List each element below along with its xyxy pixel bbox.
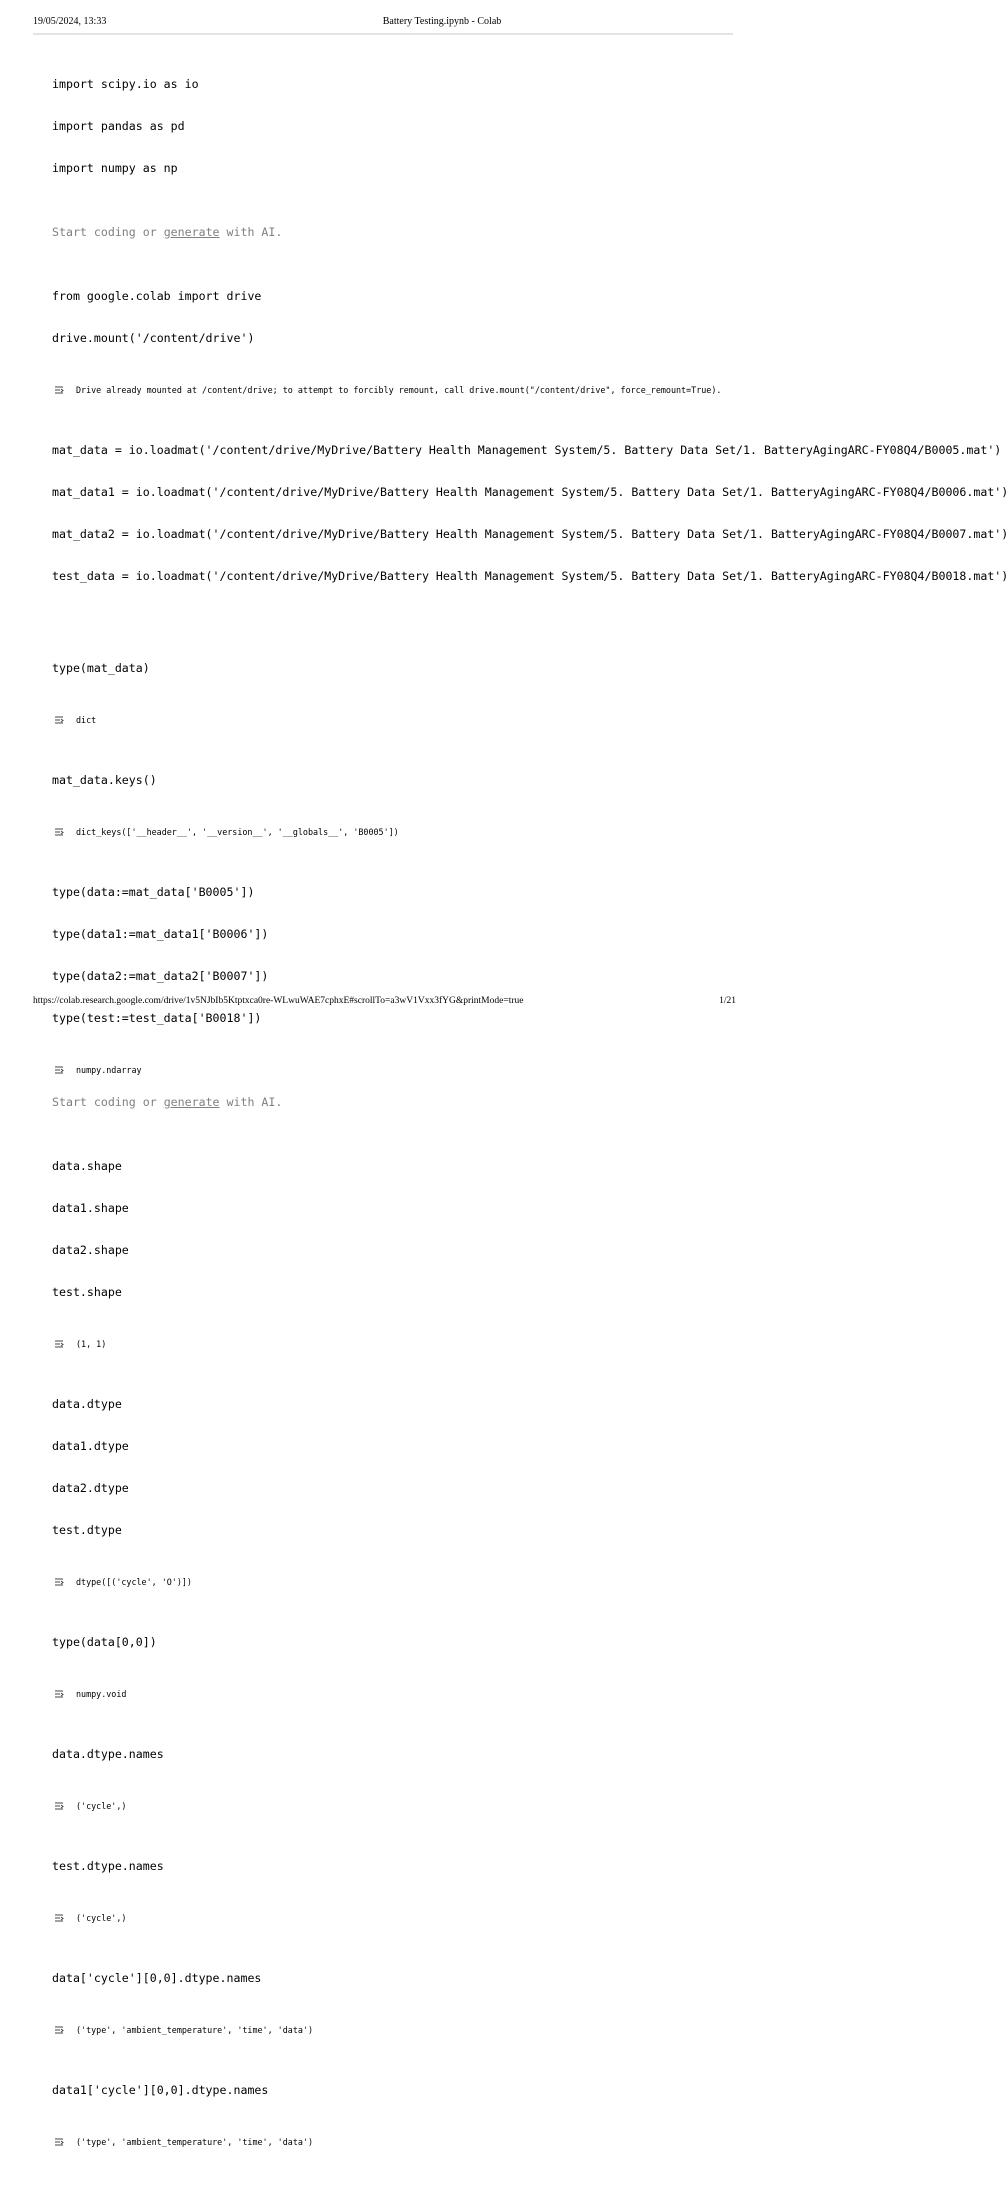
code-cell[interactable] [52, 1719, 732, 1789]
output-expand-icon[interactable] [52, 1576, 66, 1588]
cell-output [52, 1337, 732, 1351]
output-text: numpy.ndarray [76, 1065, 142, 1075]
code-line: data1.shape [52, 1201, 129, 1215]
hint-suffix: with AI. [219, 1095, 283, 1109]
code-line: data1.dtype [52, 1439, 129, 1453]
hint-prefix: Start coding or [52, 1095, 164, 1109]
code-line: import pandas as pd [52, 119, 185, 133]
output-expand-icon[interactable] [52, 2024, 66, 2036]
code-line: type(data1:=mat_data1['B0006']) [52, 927, 269, 941]
code-line: test_data = io.loadmat('/content/drive/MyDrive/Battery Health Management System/5. Battery Data Set/1. BatteryAgingARC-FY08Q4/B0018.mat') [52, 569, 1008, 583]
generate-link[interactable]: generate [163, 225, 220, 239]
code-line: data1['cycle'][0,0].dtype.names [52, 2083, 269, 2097]
output-text: (1, 1) [76, 1339, 107, 1349]
code-line: import numpy as np [52, 161, 178, 175]
code-line: import scipy.io as io [52, 77, 199, 91]
hint-suffix: with AI. [219, 225, 283, 239]
output-text: numpy.void [76, 1689, 127, 1699]
code-cell[interactable] [52, 1943, 732, 2013]
code-cell[interactable] [52, 261, 732, 373]
output-expand-icon[interactable] [52, 714, 66, 726]
code-line: from google.colab import drive [52, 289, 262, 303]
code-line: data2.dtype [52, 1481, 129, 1495]
code-line: data.dtype [52, 1397, 122, 1411]
cell-output [52, 2135, 732, 2149]
code-line: type(test:=test_data['B0018']) [52, 1011, 262, 1025]
output-text: dict [76, 715, 97, 725]
cell-output [52, 1063, 732, 1077]
output-text: dtype([('cycle', 'O')]) [76, 1577, 192, 1587]
output-expand-icon[interactable] [52, 1912, 66, 1924]
code-line: mat_data.keys() [52, 773, 157, 787]
output-text: ('type', 'ambient_temperature', 'time', 'data') [76, 2137, 313, 2147]
code-line: type(data2:=mat_data2['B0007']) [52, 969, 269, 983]
page-url: https://colab.research.google.com/drive/1v5NJbIb5Ktptxca0re-WLwuWAE7cphxE#scrollTo=a3wV1Vxx3fYG&printMode=true [33, 996, 524, 1006]
code-cell[interactable] [52, 2055, 732, 2125]
cell-output [52, 713, 732, 727]
hint-prefix: Start coding or [52, 225, 164, 239]
output-text: dict_keys(['__header__', '__version__', '__globals__', 'B0005']) [76, 827, 399, 837]
page-number: 1/21 [719, 996, 736, 1006]
code-line: data.dtype.names [52, 1747, 164, 1761]
code-line: drive.mount('/content/drive') [52, 331, 255, 345]
code-line: mat_data2 = io.loadmat('/content/drive/MyDrive/Battery Health Management System/5. Battery Data Set/1. BatteryAgingARC-FY08Q4/B0007.mat') [52, 527, 1008, 541]
code-line: mat_data1 = io.loadmat('/content/drive/MyDrive/Battery Health Management System/5. Battery Data Set/1. BatteryAgingARC-FY08Q4/B0006.mat') [52, 485, 1008, 499]
code-cell[interactable] [52, 857, 732, 1053]
output-expand-icon[interactable] [52, 1688, 66, 1700]
code-cell[interactable] [52, 1369, 732, 1565]
code-cell[interactable] [52, 633, 732, 703]
print-header [0, 14, 768, 30]
code-cell[interactable] [52, 1131, 732, 1327]
header-divider [33, 33, 733, 35]
generate-link[interactable]: generate [163, 1095, 220, 1109]
cell-output [52, 825, 732, 839]
print-page-title: Battery Testing.ipynb - Colab [382, 16, 502, 27]
code-line: data2.shape [52, 1243, 129, 1257]
output-expand-icon[interactable] [52, 826, 66, 838]
code-cell[interactable] [52, 1607, 732, 1677]
code-line: mat_data = io.loadmat('/content/drive/MyDrive/Battery Health Management System/5. Battery Data Set/1. BatteryAgingARC-FY08Q4/B0005.mat') [52, 443, 1002, 457]
code-line: test.dtype [52, 1523, 122, 1537]
cell-output [52, 2023, 732, 2037]
output-expand-icon[interactable] [52, 1064, 66, 1076]
code-cell[interactable] [52, 415, 1008, 611]
cell-output [52, 1687, 732, 1701]
code-line: type(mat_data) [52, 661, 150, 675]
code-line: type(data[0,0]) [52, 1635, 157, 1649]
output-text: Drive already mounted at /content/drive; to attempt to forcibly remount, call drive.mount("/content/drive", force_remount=True). [76, 385, 722, 395]
empty-cell-hint[interactable] [52, 225, 732, 239]
output-text: ('type', 'ambient_temperature', 'time', 'data') [76, 2025, 313, 2035]
output-expand-icon[interactable] [52, 384, 66, 396]
code-cell[interactable] [52, 1831, 732, 1901]
output-text: ('cycle',) [76, 1801, 127, 1811]
cell-output [52, 1575, 732, 1589]
code-line: type(data:=mat_data['B0005']) [52, 885, 255, 899]
output-text: ('cycle',) [76, 1913, 127, 1923]
code-line: test.dtype.names [52, 1859, 164, 1873]
empty-cell-hint[interactable] [52, 1095, 732, 1109]
output-expand-icon[interactable] [52, 1800, 66, 1812]
cell-output [52, 1911, 732, 1925]
cell-output [52, 383, 732, 397]
code-line: data['cycle'][0,0].dtype.names [52, 1971, 262, 1985]
code-line: data.shape [52, 1159, 122, 1173]
print-datetime: 19/05/2024, 13:33 [33, 16, 107, 27]
code-line: test.shape [52, 1285, 122, 1299]
print-footer [0, 996, 768, 1010]
notebook-body [52, 49, 1008, 2149]
output-expand-icon[interactable] [52, 1338, 66, 1350]
code-cell[interactable] [52, 745, 732, 815]
cell-output [52, 1799, 732, 1813]
output-expand-icon[interactable] [52, 2136, 66, 2148]
code-cell[interactable] [52, 49, 732, 203]
